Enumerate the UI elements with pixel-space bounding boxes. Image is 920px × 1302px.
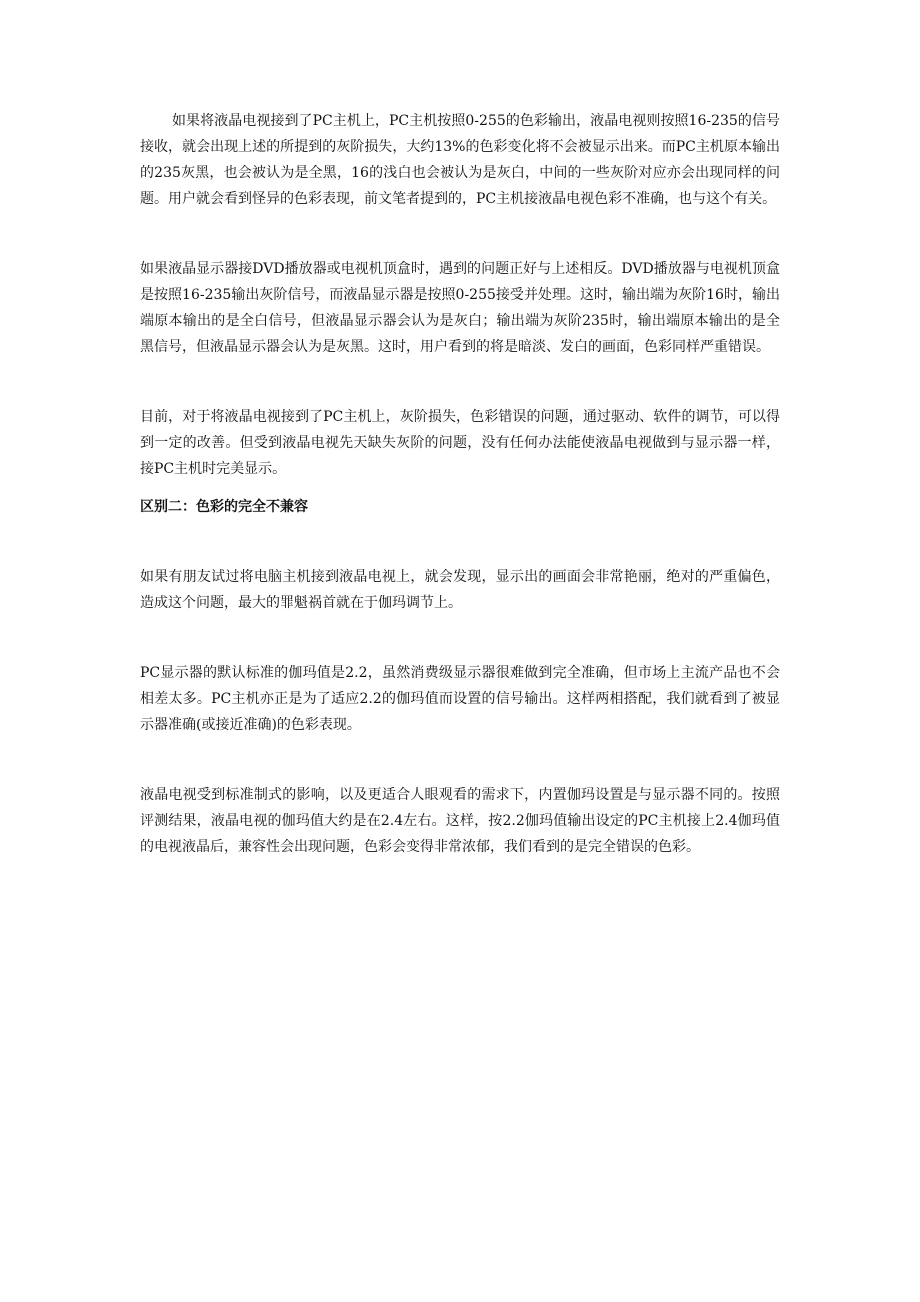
paragraph-dvd-settop-box: 如果液晶显示器接DVD播放器或电视机顶盒时，遇到的问题正好与上述相反。DVD播放器与电视机顶盒是按照16-235输出灰阶信号，而液晶显示器是按照0-255接受并处理。这时，输出端为灰阶16时，输出端原本输出的是全白信号，但液晶显示器会认为是灰白；输出端为灰阶235时，输出端原本输出的是全黑信号，但液晶显示器会认为是灰黑。这时，用户看到的将是暗淡、发白的画面，色彩同样严重错误。 [140, 261, 780, 355]
paragraph-gamma-issue-intro: 如果有朋友试过将电脑主机接到液晶电视上，就会发现，显示出的画面会非常艳丽，绝对的严重偏色，造成这个问题，最大的罪魁祸首就在于伽玛调节上。 [140, 569, 780, 611]
paragraph-current-improvement: 目前，对于将液晶电视接到了PC主机上，灰阶损失，色彩错误的问题，通过驱动、软件的调节，可以得到一定的改善。但受到液晶电视先天缺失灰阶的问题，没有任何办法能使液晶电视做到与显示器一样，接PC主机时完美显示。 [140, 409, 780, 477]
section-heading-color-incompatibility: 区别二：色彩的完全不兼容 [140, 499, 308, 515]
paragraph-pc-monitor-gamma: PC显示器的默认标准的伽玛值是2.2，虽然消费级显示器很难做到完全准确，但市场上主流产品也不会相差太多。PC主机亦正是为了适应2.2的伽玛值而设置的信号输出。这样两相搭配，我们就看到了被显示器准确(或接近准确)的色彩表现。 [140, 665, 780, 733]
paragraph-gray-loss-pc-tv: 如果将液晶电视接到了PC主机上，PC主机按照0-255的色彩输出，液晶电视则按照16-235的信号接收，就会出现上述的所提到的灰阶损失，大约13%的色彩变化将不会被显示出来。而PC主机原本输出的235灰黑，也会被认为是全黑，16的浅白也会被认为是灰白，中间的一些灰阶对应亦会出现同样的问题。用户就会看到怪异的色彩表现，前文笔者提到的，PC主机接液晶电视色彩不准确，也与这个有关。 [140, 113, 780, 207]
document-page [140, 108, 780, 860]
paragraph-tv-gamma: 液晶电视受到标准制式的影响，以及更适合人眼观看的需求下，内置伽玛设置是与显示器不同的。按照评测结果，液晶电视的伽玛值大约是在2.4左右。这样，按2.2伽玛值输出设定的PC主机接上2.4伽玛值的电视液晶后，兼容性会出现问题，色彩会变得非常浓郁，我们看到的是完全错误的色彩。 [140, 787, 780, 855]
